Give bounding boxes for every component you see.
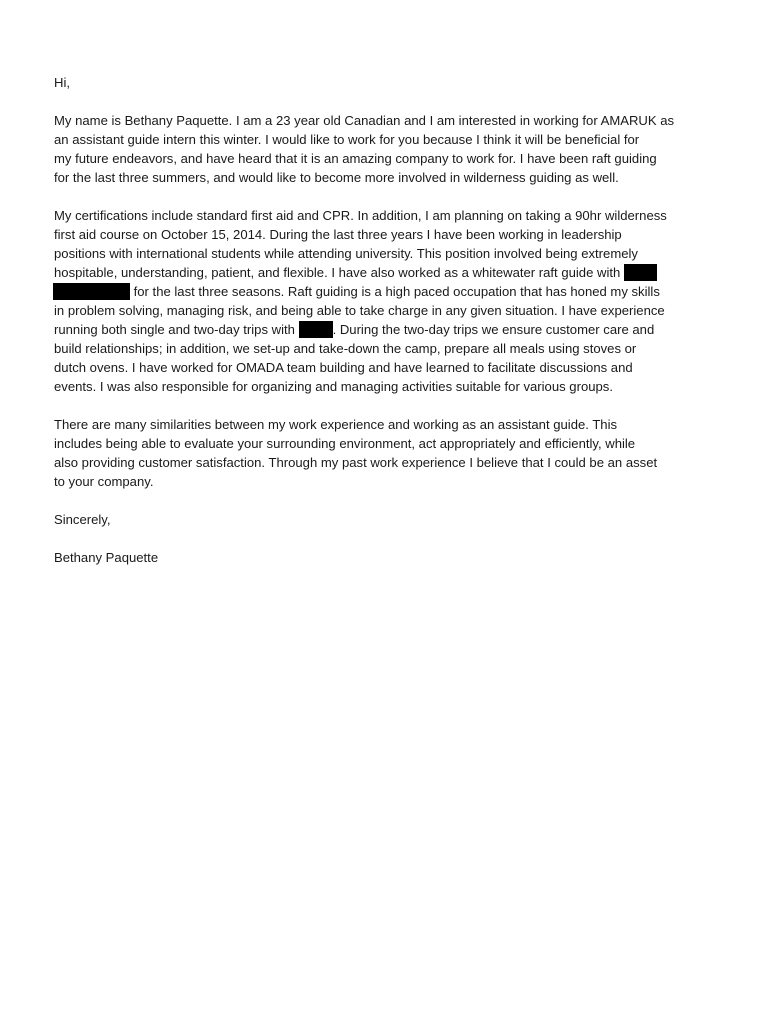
paragraph-line: My certifications include standard first aid and CPR. In addition, I am planning on taking a 90hr wilderness bbox=[54, 208, 667, 223]
paragraph-line: an assistant guide intern this winter. I would like to work for you because I think it will be beneficial for bbox=[54, 132, 640, 147]
paragraph-line: in problem solving, managing risk, and being able to take charge in any given situation. I have experience bbox=[54, 303, 665, 318]
paragraph-line: for the last three summers, and would like to become more involved in wilderness guiding as well. bbox=[54, 170, 619, 185]
paragraph-line: my future endeavors, and have heard that it is an amazing company to work for. I have been raft guiding bbox=[54, 151, 657, 166]
paragraph-certifications bbox=[54, 206, 704, 396]
paragraph-spacer bbox=[54, 529, 704, 548]
paragraph-spacer bbox=[54, 92, 704, 111]
paragraph-spacer bbox=[54, 187, 704, 206]
paragraph-line: to your company. bbox=[54, 474, 154, 489]
paragraph-line: There are many similarities between my work experience and working as an assistant guide. This bbox=[54, 417, 618, 432]
paragraph-line: first aid course on October 15, 2014. During the last three years I have been working in leadership bbox=[54, 227, 622, 242]
paragraph-line bbox=[54, 320, 704, 339]
redaction-block bbox=[53, 283, 130, 300]
paragraph-spacer bbox=[54, 396, 704, 415]
paragraph-introduction bbox=[54, 111, 704, 187]
paragraph-line: includes being able to evaluate your surrounding environment, act appropriately and efficiently, while bbox=[54, 436, 636, 451]
letter-body bbox=[54, 73, 704, 567]
greeting: Hi, bbox=[54, 75, 71, 90]
paragraph-line bbox=[54, 263, 704, 282]
signature-name: Bethany Paquette bbox=[54, 550, 159, 565]
paragraph-line: positions with international students while attending university. This position involved being extremely bbox=[54, 246, 638, 261]
paragraph-line: dutch ovens. I have worked for OMADA team building and have learned to facilitate discussions and bbox=[54, 360, 633, 375]
paragraph-similarities bbox=[54, 415, 704, 491]
line-text: for the last three seasons. Raft guiding is a high paced occupation that has honed my skills bbox=[130, 284, 660, 299]
paragraph-line: build relationships; in addition, we set-up and take-down the camp, prepare all meals using stoves or bbox=[54, 341, 637, 356]
redaction-block bbox=[299, 321, 333, 338]
line-text: hospitable, understanding, patient, and flexible. I have also worked as a whitewater raft guide with bbox=[54, 265, 624, 280]
line-text: running both single and two-day trips with bbox=[54, 322, 299, 337]
closing: Sincerely, bbox=[54, 512, 111, 527]
paragraph-line: events. I was also responsible for organizing and managing activities suitable for various groups. bbox=[54, 379, 613, 394]
paragraph-line: also providing customer satisfaction. Through my past work experience I believe that I could be an asset bbox=[54, 455, 658, 470]
paragraph-spacer bbox=[54, 491, 704, 510]
paragraph-line bbox=[54, 282, 704, 301]
redaction-block bbox=[624, 264, 657, 281]
line-text: . During the two-day trips we ensure customer care and bbox=[332, 322, 655, 337]
paragraph-line: My name is Bethany Paquette. I am a 23 year old Canadian and I am interested in working for AMARUK as bbox=[54, 113, 675, 128]
